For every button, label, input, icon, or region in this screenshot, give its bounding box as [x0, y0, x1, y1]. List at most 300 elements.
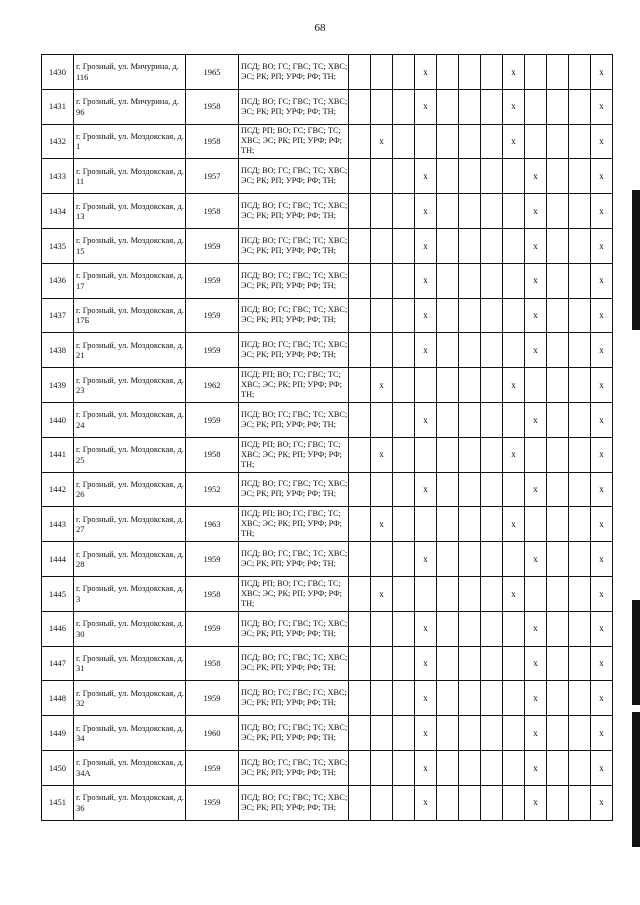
table-row	[42, 646, 613, 681]
row-address: г. Грозный, ул. Моздокская, д. 36	[74, 785, 186, 820]
row-mark-cell	[349, 368, 371, 403]
row-mark-cell	[547, 611, 569, 646]
row-mark-cell	[437, 750, 459, 785]
row-mark-cell: х	[591, 646, 613, 681]
row-systems: ПСД; РП; ВО; ГС; ГВС; ТС; ХВС; ЭС; РК; РП; УРФ; РФ; ТН;	[239, 507, 349, 542]
row-year: 1959	[186, 228, 239, 263]
row-mark-cell	[525, 507, 547, 542]
row-mark-cell	[459, 55, 481, 90]
row-mark-cell	[415, 507, 437, 542]
row-mark-cell: х	[591, 333, 613, 368]
row-mark-cell	[569, 333, 591, 368]
row-systems: ПСД; ВО; ГС; ГВС; ГС; ХВС; ЭС; РК; РП; УРФ; РФ; ТН;	[239, 681, 349, 716]
row-mark-cell	[371, 194, 393, 229]
row-mark-cell	[459, 646, 481, 681]
row-year: 1959	[186, 298, 239, 333]
row-mark-cell	[459, 368, 481, 403]
table-row	[42, 437, 613, 472]
table-row	[42, 368, 613, 403]
row-mark-cell	[349, 228, 371, 263]
row-mark-cell	[459, 716, 481, 751]
row-mark-cell	[349, 437, 371, 472]
row-mark-cell	[371, 716, 393, 751]
row-address: г. Грозный, ул. Моздокская, д. 34	[74, 716, 186, 751]
row-mark-cell: х	[415, 750, 437, 785]
row-mark-cell	[503, 542, 525, 577]
row-mark-cell: х	[503, 55, 525, 90]
row-mark-cell	[393, 542, 415, 577]
row-mark-cell	[393, 785, 415, 820]
row-number: 1450	[42, 750, 74, 785]
row-year: 1965	[186, 55, 239, 90]
row-mark-cell	[503, 681, 525, 716]
row-year: 1959	[186, 681, 239, 716]
row-mark-cell	[459, 576, 481, 611]
row-mark-cell: х	[591, 681, 613, 716]
row-number: 1448	[42, 681, 74, 716]
table-row	[42, 333, 613, 368]
row-mark-cell	[503, 646, 525, 681]
row-systems: ПСД; РП; ВО; ГС; ГВС; ТС; ХВС; ЭС; РК; РП; УРФ; РФ; ТН;	[239, 576, 349, 611]
row-mark-cell	[547, 542, 569, 577]
row-mark-cell	[393, 750, 415, 785]
row-mark-cell	[437, 124, 459, 159]
row-mark-cell	[503, 750, 525, 785]
table-row	[42, 89, 613, 124]
row-mark-cell	[459, 472, 481, 507]
row-systems: ПСД; РП; ВО; ГС; ГВС; ТС; ХВС; ЭС; РК; РП; УРФ; РФ; ТН;	[239, 368, 349, 403]
row-mark-cell: х	[503, 124, 525, 159]
row-address: г. Грозный, ул. Моздокская, д. 27	[74, 507, 186, 542]
row-address: г. Грозный, ул. Моздокская, д. 23	[74, 368, 186, 403]
row-number: 1444	[42, 542, 74, 577]
row-mark-cell: х	[591, 437, 613, 472]
row-address: г. Грозный, ул. Моздокская, д. 32	[74, 681, 186, 716]
table-row	[42, 472, 613, 507]
row-mark-cell: х	[415, 228, 437, 263]
row-mark-cell	[481, 55, 503, 90]
row-mark-cell	[371, 681, 393, 716]
row-mark-cell	[371, 750, 393, 785]
row-mark-cell: х	[591, 298, 613, 333]
table-row	[42, 263, 613, 298]
table-row	[42, 159, 613, 194]
row-year: 1958	[186, 576, 239, 611]
row-mark-cell	[437, 263, 459, 298]
row-systems: ПСД; ВО; ГС; ГВС; ТС; ХВС; ЭС; РК; РП; УРФ; РФ; ТН;	[239, 55, 349, 90]
row-mark-cell	[459, 89, 481, 124]
row-mark-cell	[437, 159, 459, 194]
row-mark-cell: х	[415, 611, 437, 646]
row-mark-cell	[569, 507, 591, 542]
table-row	[42, 611, 613, 646]
row-systems: ПСД; ВО; ГС; ГВС; ТС; ХВС; ЭС; РК; РП; УРФ; РФ; ТН;	[239, 298, 349, 333]
row-number: 1434	[42, 194, 74, 229]
row-mark-cell	[459, 298, 481, 333]
row-mark-cell	[349, 750, 371, 785]
row-mark-cell	[393, 55, 415, 90]
row-number: 1443	[42, 507, 74, 542]
row-mark-cell	[525, 55, 547, 90]
row-mark-cell	[459, 785, 481, 820]
row-year: 1959	[186, 333, 239, 368]
row-mark-cell	[481, 159, 503, 194]
row-mark-cell	[371, 159, 393, 194]
row-mark-cell: х	[415, 89, 437, 124]
row-mark-cell: х	[525, 681, 547, 716]
table-row	[42, 576, 613, 611]
row-mark-cell	[371, 298, 393, 333]
row-mark-cell	[371, 785, 393, 820]
row-mark-cell	[349, 263, 371, 298]
row-mark-cell	[569, 542, 591, 577]
row-mark-cell: х	[415, 298, 437, 333]
row-mark-cell: х	[525, 542, 547, 577]
row-address: г. Грозный, ул. Моздокская, д. 26	[74, 472, 186, 507]
row-mark-cell: х	[525, 472, 547, 507]
row-mark-cell: х	[525, 263, 547, 298]
row-mark-cell	[503, 333, 525, 368]
row-mark-cell	[349, 646, 371, 681]
row-year: 1963	[186, 507, 239, 542]
row-systems: ПСД; РП; ВО; ГС; ГВС; ТС; ХВС; ЭС; РК; РП; УРФ; РФ; ТН;	[239, 437, 349, 472]
row-mark-cell	[371, 333, 393, 368]
row-mark-cell	[371, 89, 393, 124]
row-mark-cell	[437, 55, 459, 90]
row-mark-cell: х	[503, 576, 525, 611]
row-mark-cell	[371, 472, 393, 507]
row-mark-cell: х	[525, 402, 547, 437]
row-number: 1442	[42, 472, 74, 507]
row-mark-cell: х	[525, 298, 547, 333]
row-mark-cell	[437, 368, 459, 403]
row-mark-cell: х	[525, 333, 547, 368]
row-year: 1958	[186, 124, 239, 159]
row-mark-cell	[481, 576, 503, 611]
row-year: 1962	[186, 368, 239, 403]
row-year: 1957	[186, 159, 239, 194]
table-row	[42, 55, 613, 90]
row-mark-cell	[393, 263, 415, 298]
row-mark-cell: х	[525, 159, 547, 194]
table-row	[42, 298, 613, 333]
row-mark-cell	[569, 55, 591, 90]
row-mark-cell	[569, 681, 591, 716]
row-address: г. Грозный, ул. Моздокская, д. 1	[74, 124, 186, 159]
row-mark-cell	[349, 542, 371, 577]
row-mark-cell	[437, 646, 459, 681]
row-mark-cell	[547, 368, 569, 403]
row-systems: ПСД; ВО; ГС; ГВС; ТС; ХВС; ЭС; РК; РП; УРФ; РФ; ТН;	[239, 159, 349, 194]
row-mark-cell	[481, 472, 503, 507]
row-mark-cell: х	[591, 542, 613, 577]
row-mark-cell	[393, 89, 415, 124]
row-systems: ПСД; ВО; ГС; ГВС; ТС; ХВС; ЭС; РК; РП; УРФ; РФ; ТН;	[239, 611, 349, 646]
row-systems: ПСД; ВО; ГС; ГВС; ТС; ХВС; ЭС; РК; РП; УРФ; РФ; ТН;	[239, 750, 349, 785]
row-mark-cell	[547, 124, 569, 159]
row-mark-cell	[437, 298, 459, 333]
row-address: г. Грозный, ул. Мичурина, д. 96	[74, 89, 186, 124]
row-systems: ПСД; ВО; ГС; ГВС; ТС; ХВС; ЭС; РК; РП; УРФ; РФ; ТН;	[239, 646, 349, 681]
row-year: 1959	[186, 263, 239, 298]
row-mark-cell	[393, 194, 415, 229]
row-systems: ПСД; ВО; ГС; ГВС; ТС; ХВС; ЭС; РК; РП; УРФ; РФ; ТН;	[239, 228, 349, 263]
table-row	[42, 785, 613, 820]
row-mark-cell	[437, 785, 459, 820]
row-mark-cell: х	[503, 368, 525, 403]
row-mark-cell	[415, 437, 437, 472]
row-systems: ПСД; ВО; ГС; ГВС; ТС; ХВС; ЭС; РК; РП; УРФ; РФ; ТН;	[239, 716, 349, 751]
row-year: 1960	[186, 716, 239, 751]
row-mark-cell	[415, 368, 437, 403]
row-mark-cell: х	[371, 368, 393, 403]
row-mark-cell	[547, 228, 569, 263]
row-mark-cell	[349, 124, 371, 159]
row-mark-cell	[547, 472, 569, 507]
row-number: 1449	[42, 716, 74, 751]
row-mark-cell	[393, 333, 415, 368]
row-mark-cell	[481, 785, 503, 820]
row-mark-cell	[415, 124, 437, 159]
row-mark-cell	[547, 785, 569, 820]
row-number: 1438	[42, 333, 74, 368]
row-mark-cell: х	[503, 89, 525, 124]
row-mark-cell	[459, 507, 481, 542]
row-mark-cell: х	[525, 716, 547, 751]
row-mark-cell	[371, 611, 393, 646]
row-mark-cell: х	[415, 542, 437, 577]
row-mark-cell	[349, 785, 371, 820]
row-mark-cell	[437, 402, 459, 437]
row-number: 1451	[42, 785, 74, 820]
row-mark-cell	[393, 298, 415, 333]
row-mark-cell	[349, 159, 371, 194]
table-row	[42, 681, 613, 716]
table-body	[42, 55, 613, 821]
row-mark-cell: х	[503, 437, 525, 472]
table-row	[42, 542, 613, 577]
row-mark-cell: х	[415, 402, 437, 437]
row-mark-cell	[503, 611, 525, 646]
row-mark-cell	[569, 611, 591, 646]
row-mark-cell: х	[415, 333, 437, 368]
row-mark-cell	[393, 159, 415, 194]
row-mark-cell	[371, 55, 393, 90]
row-mark-cell	[371, 402, 393, 437]
row-mark-cell	[371, 228, 393, 263]
row-mark-cell	[547, 681, 569, 716]
row-mark-cell	[393, 124, 415, 159]
row-mark-cell	[393, 368, 415, 403]
row-address: г. Грозный, ул. Моздокская, д. 15	[74, 228, 186, 263]
row-mark-cell	[371, 263, 393, 298]
row-mark-cell	[569, 716, 591, 751]
row-mark-cell	[569, 159, 591, 194]
row-number: 1430	[42, 55, 74, 90]
housing-table-container	[41, 54, 613, 821]
row-mark-cell	[481, 368, 503, 403]
row-mark-cell: х	[415, 716, 437, 751]
row-mark-cell	[459, 681, 481, 716]
row-mark-cell	[503, 263, 525, 298]
row-systems: ПСД; ВО; ГС; ГВС; ТС; ХВС; ЭС; РК; РП; УРФ; РФ; ТН;	[239, 542, 349, 577]
row-systems: ПСД; ВО; ГС; ГВС; ТС; ХВС; ЭС; РК; РП; УРФ; РФ; ТН;	[239, 472, 349, 507]
row-mark-cell	[569, 750, 591, 785]
row-address: г. Грозный, ул. Моздокская, д. 3	[74, 576, 186, 611]
row-mark-cell	[437, 576, 459, 611]
row-mark-cell	[525, 124, 547, 159]
row-number: 1446	[42, 611, 74, 646]
row-mark-cell	[503, 716, 525, 751]
row-mark-cell: х	[525, 611, 547, 646]
row-systems: ПСД; ВО; ГС; ГВС; ТС; ХВС; ЭС; РК; РП; УРФ; РФ; ТН;	[239, 89, 349, 124]
row-mark-cell: х	[591, 785, 613, 820]
row-mark-cell	[481, 716, 503, 751]
row-year: 1959	[186, 750, 239, 785]
row-mark-cell: х	[591, 402, 613, 437]
row-mark-cell: х	[591, 611, 613, 646]
row-mark-cell	[393, 716, 415, 751]
row-mark-cell	[547, 402, 569, 437]
row-mark-cell	[437, 228, 459, 263]
row-number: 1435	[42, 228, 74, 263]
row-mark-cell	[459, 542, 481, 577]
table-row	[42, 716, 613, 751]
row-address: г. Грозный, ул. Моздокская, д. 17Б	[74, 298, 186, 333]
row-mark-cell	[437, 716, 459, 751]
row-mark-cell	[503, 298, 525, 333]
row-year: 1959	[186, 542, 239, 577]
row-mark-cell	[525, 89, 547, 124]
row-address: г. Грозный, ул. Моздокская, д. 21	[74, 333, 186, 368]
row-mark-cell	[547, 646, 569, 681]
row-year: 1958	[186, 646, 239, 681]
row-systems: ПСД; ВО; ГС; ГВС; ТС; ХВС; ЭС; РК; РП; УРФ; РФ; ТН;	[239, 194, 349, 229]
row-mark-cell: х	[591, 55, 613, 90]
row-mark-cell	[481, 228, 503, 263]
row-mark-cell	[569, 194, 591, 229]
scan-edge-mark	[632, 600, 640, 705]
row-mark-cell: х	[371, 507, 393, 542]
row-address: г. Грозный, ул. Моздокская, д. 30	[74, 611, 186, 646]
row-mark-cell	[481, 402, 503, 437]
row-mark-cell	[393, 681, 415, 716]
row-mark-cell	[503, 472, 525, 507]
row-mark-cell	[459, 228, 481, 263]
row-mark-cell	[349, 55, 371, 90]
row-mark-cell	[459, 750, 481, 785]
row-mark-cell: х	[525, 228, 547, 263]
row-mark-cell	[459, 263, 481, 298]
row-mark-cell: х	[591, 124, 613, 159]
row-mark-cell: х	[591, 159, 613, 194]
row-mark-cell	[437, 194, 459, 229]
row-mark-cell: х	[415, 194, 437, 229]
row-mark-cell	[481, 507, 503, 542]
row-mark-cell	[415, 576, 437, 611]
row-address: г. Грозный, ул. Мичурина, д. 116	[74, 55, 186, 90]
row-mark-cell: х	[591, 89, 613, 124]
row-mark-cell: х	[415, 263, 437, 298]
row-address: г. Грозный, ул. Моздокская, д. 28	[74, 542, 186, 577]
row-mark-cell: х	[591, 472, 613, 507]
row-year: 1959	[186, 402, 239, 437]
row-mark-cell	[503, 228, 525, 263]
row-mark-cell: х	[591, 716, 613, 751]
row-year: 1958	[186, 437, 239, 472]
row-mark-cell	[569, 368, 591, 403]
row-mark-cell	[569, 263, 591, 298]
row-mark-cell	[459, 194, 481, 229]
row-address: г. Грозный, ул. Моздокская, д. 31	[74, 646, 186, 681]
row-number: 1432	[42, 124, 74, 159]
row-mark-cell	[437, 542, 459, 577]
row-mark-cell	[481, 542, 503, 577]
row-mark-cell	[349, 576, 371, 611]
row-mark-cell	[393, 507, 415, 542]
row-mark-cell	[459, 437, 481, 472]
row-mark-cell	[547, 716, 569, 751]
row-year: 1958	[186, 89, 239, 124]
row-mark-cell: х	[591, 750, 613, 785]
row-mark-cell	[349, 298, 371, 333]
row-mark-cell: х	[525, 750, 547, 785]
row-mark-cell: х	[503, 507, 525, 542]
row-year: 1952	[186, 472, 239, 507]
table-row	[42, 402, 613, 437]
row-mark-cell	[437, 89, 459, 124]
row-mark-cell: х	[415, 159, 437, 194]
row-mark-cell	[525, 576, 547, 611]
row-mark-cell	[371, 542, 393, 577]
row-mark-cell	[349, 681, 371, 716]
scan-edge-mark	[632, 190, 640, 330]
row-mark-cell	[481, 681, 503, 716]
row-mark-cell: х	[415, 681, 437, 716]
row-mark-cell: х	[591, 263, 613, 298]
housing-table	[41, 54, 613, 821]
row-mark-cell	[547, 298, 569, 333]
row-mark-cell: х	[591, 368, 613, 403]
row-mark-cell: х	[591, 228, 613, 263]
row-mark-cell	[569, 472, 591, 507]
row-mark-cell	[349, 89, 371, 124]
row-mark-cell	[481, 646, 503, 681]
table-row	[42, 124, 613, 159]
row-mark-cell: х	[591, 507, 613, 542]
row-mark-cell	[437, 681, 459, 716]
table-row	[42, 194, 613, 229]
row-number: 1440	[42, 402, 74, 437]
row-mark-cell: х	[525, 646, 547, 681]
row-year: 1959	[186, 785, 239, 820]
row-mark-cell: х	[525, 785, 547, 820]
row-address: г. Грозный, ул. Моздокская, д. 25	[74, 437, 186, 472]
row-address: г. Грозный, ул. Моздокская, д. 17	[74, 263, 186, 298]
row-mark-cell	[437, 333, 459, 368]
row-mark-cell	[547, 159, 569, 194]
table-row	[42, 750, 613, 785]
page-number: 68	[314, 22, 326, 34]
row-mark-cell	[569, 576, 591, 611]
row-mark-cell	[481, 298, 503, 333]
row-mark-cell: х	[415, 472, 437, 507]
row-mark-cell	[481, 89, 503, 124]
row-mark-cell	[459, 611, 481, 646]
row-mark-cell	[349, 716, 371, 751]
row-mark-cell	[569, 89, 591, 124]
row-year: 1958	[186, 194, 239, 229]
